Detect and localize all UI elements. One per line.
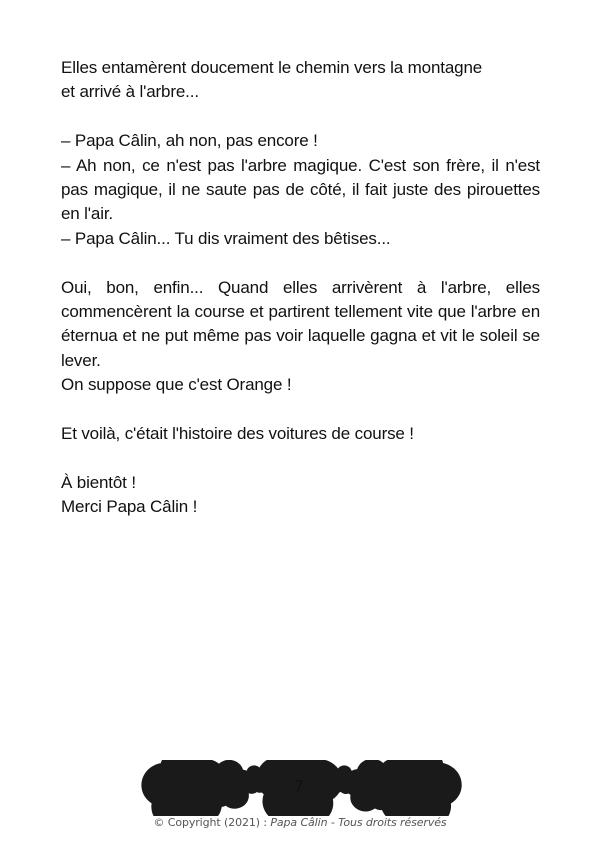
page-number: 7 <box>294 777 304 795</box>
copyright-text: © Copyright (2021) : <box>153 816 271 829</box>
intro-line-2: et arrivé à l'arbre... <box>61 82 199 102</box>
paragraph-dialogue <box>61 129 540 251</box>
rights-text: Papa Câlin - Tous droits réservés <box>270 816 447 829</box>
star-icon <box>215 772 242 796</box>
story-text <box>61 56 540 544</box>
dialogue-line-3: – Papa Câlin... Tu dis vraiment des bêtises... <box>61 228 391 248</box>
paragraph-intro <box>61 56 540 105</box>
dialogue-line-2: – Ah non, ce n'est pas l'arbre magique. C'est son frère, il n'est pas magique, il ne saute pas de côté, il fait juste des pirouettes en l'air. <box>61 155 540 224</box>
paragraph-race <box>61 276 540 398</box>
paragraph-goodbye <box>61 471 540 520</box>
footer-copyright <box>0 816 600 829</box>
goodbye-line-2: Merci Papa Câlin ! <box>61 497 198 517</box>
race-text: Oui, bon, enfin... Quand elles arrivèrent à l'arbre, elles commencèrent la course et partirent tellement vite que l'arbre en éternua et ne put même pas voir laquelle gagna et vit le soleil se lever. <box>61 277 540 370</box>
star-icon <box>163 767 207 807</box>
intro-line-1: Elles entamèrent doucement le chemin vers la montagne <box>61 58 483 77</box>
paragraph-ending <box>61 422 540 446</box>
race-line-2: On suppose que c'est Orange ! <box>61 375 292 395</box>
star-icon <box>396 765 441 806</box>
goodbye-line-1: À bientôt ! <box>61 472 136 492</box>
stars-decoration <box>0 760 600 816</box>
ending-line: Et voilà, c'était l'histoire des voitures de course ! <box>61 424 414 444</box>
dialogue-line-1: – Papa Câlin, ah non, pas encore ! <box>61 131 318 151</box>
